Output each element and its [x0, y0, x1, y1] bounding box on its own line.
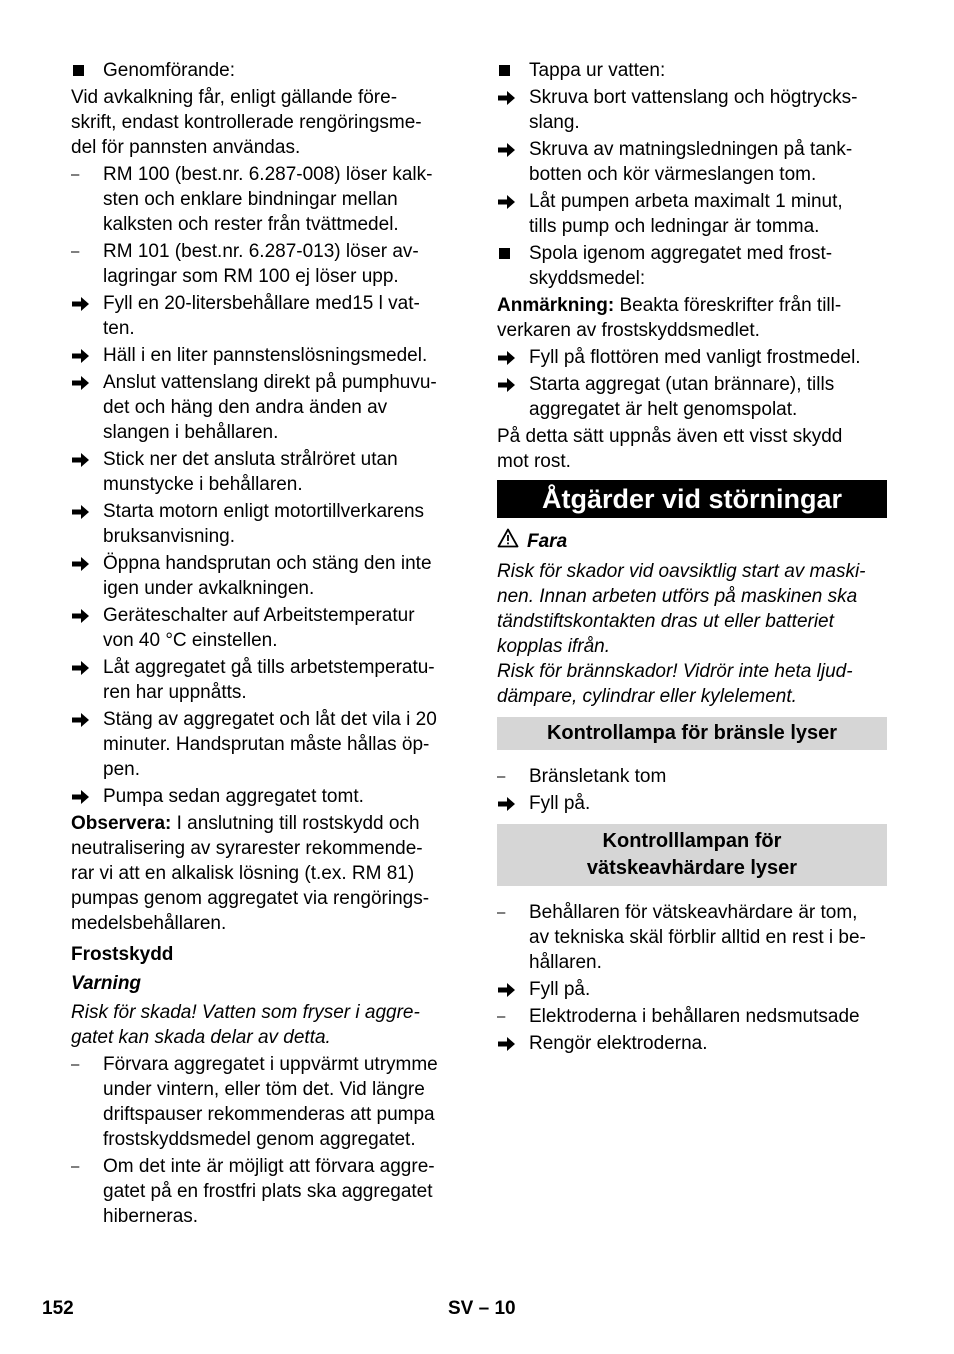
subsection-heading: Kontrolllampan för vätskeavhärdare lyser: [497, 824, 887, 886]
step-item: [71, 499, 461, 549]
language-page-label: SV – 10: [448, 1298, 516, 1319]
item-text: Behållaren för vätskeavhärdare är tom, av tekniska skäl förblir alltid en rest i be- hållaren.: [529, 902, 866, 973]
item-text: Fyll på flottören med vanligt frostmedel.: [529, 347, 861, 368]
right-column: [497, 58, 887, 1058]
item-text: Fyll en 20-litersbehållare med15 l vat- ten.: [103, 293, 420, 339]
step-item: [71, 603, 461, 653]
section-title-bar: Åtgärder vid störningar: [497, 480, 887, 518]
dash-item: [497, 900, 887, 975]
danger-heading: [497, 528, 887, 555]
item-text: Fyll på.: [529, 793, 591, 814]
dash-item: [71, 162, 461, 237]
step-item: [497, 372, 887, 422]
note-paragraph: [497, 293, 887, 343]
item-text: Starta motorn enligt motortillverkarens bruksanvisning.: [103, 501, 425, 547]
item-text: Pumpa sedan aggregatet tomt.: [103, 786, 364, 807]
item-text: Skruva bort vattenslang och högtrycks- slang.: [529, 87, 858, 133]
item-text: Låt aggregatet gå tills arbetstemperatu- ren har uppnåtts.: [103, 657, 435, 703]
step-item: [71, 343, 461, 368]
item-text: Rengör elektroderna.: [529, 1033, 708, 1054]
step-item: [71, 447, 461, 497]
item-text: Om det inte är möjligt att förvara aggre- gatet på en frostfri plats ska aggregatet hiberneras.: [103, 1156, 435, 1227]
item-text: Tappa ur vatten:: [529, 60, 666, 81]
paragraph: På detta sätt uppnås även ett visst skydd mot rost.: [497, 426, 843, 472]
item-text: Fyll på.: [529, 979, 591, 1000]
step-item: [71, 707, 461, 782]
note-text: Beakta föreskrifter från till- verkaren av frostskyddsmedlet.: [497, 295, 842, 341]
left-column: [71, 58, 461, 1231]
warning-triangle-icon: [497, 528, 519, 555]
item-text: Häll i en liter pannstenslösningsmedel.: [103, 345, 428, 366]
dash-item: [71, 1154, 461, 1229]
step-item: [497, 189, 887, 239]
item-text: Bränsletank tom: [529, 766, 667, 787]
bullet-item: [497, 241, 887, 291]
danger-label: Fara: [527, 531, 568, 552]
item-text: Genomförande:: [103, 60, 236, 81]
step-item: [497, 1031, 887, 1056]
item-text: Starta aggregat (utan brännare), tills aggregatet är helt genomspolat.: [529, 374, 835, 420]
dash-item: [497, 764, 887, 789]
note-text: I anslutning till rostskydd och neutralisering av syrarester rekommende- rar vi att en alkalisk lösning (t.ex. RM 81) pumpas genom aggregatet via rengörings- medelsbehållaren.: [71, 813, 430, 934]
item-text: RM 100 (best.nr. 6.287-008) löser kalk- sten och enklare bindningar mellan kalksten och rester från tvättmedel.: [103, 164, 433, 235]
item-text: Förvara aggregatet i uppvärmt utrymme under vintern, eller töm det. Vid längre driftspauser rekommenderas att pumpa frostskyddsmedel genom aggregatet.: [103, 1054, 438, 1150]
paragraph: Vid avkalkning får, enligt gällande före- skrift, endast kontrollerade rengöringsme- del för pannsten användas.: [71, 87, 422, 158]
item-text: Öppna handsprutan och stäng den inte igen under avkalkningen.: [103, 553, 432, 599]
item-text: Stäng av aggregatet och låt det vila i 20 minuter. Handsprutan måste hållas öp- pen.: [103, 709, 437, 780]
danger-text: Risk för skador vid oavsiktlig start av maski- nen. Innan arbeten utförs på maskinen ska tändstiftskontakten dras ut eller batteriet kopplas ifrån. Risk för brännskador! Vidrör inte heta ljud- dämpare, cylindrar eller kylelement.: [497, 561, 866, 707]
step-item: [497, 977, 887, 1002]
page-number: 152: [42, 1298, 74, 1319]
item-text: Anslut vattenslang direkt på pumphuvu- det och häng den andra änden av slangen i behållaren.: [103, 372, 437, 443]
subsection-heading: Kontrollampa för bränsle lyser: [497, 717, 887, 750]
step-item: [71, 784, 461, 809]
section-heading: Frostskydd: [71, 944, 174, 965]
item-text: Spola igenom aggregatet med frost- skyddsmedel:: [529, 243, 833, 289]
note-paragraph: [71, 811, 461, 936]
note-label: Observera:: [71, 813, 172, 834]
dash-item: [71, 1052, 461, 1152]
warning-heading: Varning: [71, 973, 142, 994]
dash-item: [497, 1004, 887, 1029]
item-text: Elektroderna i behållaren nedsmutsade: [529, 1006, 860, 1027]
step-item: [497, 85, 887, 135]
step-item: [497, 137, 887, 187]
item-text: Geräteschalter auf Arbeitstemperatur von 40 °C einstellen.: [103, 605, 415, 651]
bullet-item: [71, 58, 461, 83]
item-text: Stick ner det ansluta strålröret utan munstycke i behållaren.: [103, 449, 398, 495]
step-item: [71, 655, 461, 705]
bullet-item: [497, 58, 887, 83]
item-text: Låt pumpen arbeta maximalt 1 minut, tills pump och ledningar är tomma.: [529, 191, 843, 237]
step-item: [497, 791, 887, 816]
step-item: [71, 291, 461, 341]
item-text: RM 101 (best.nr. 6.287-013) löser av- lagringar som RM 100 ej löser upp.: [103, 241, 419, 287]
note-label: Anmärkning:: [497, 295, 615, 316]
step-item: [497, 345, 887, 370]
step-item: [71, 551, 461, 601]
step-item: [71, 370, 461, 445]
item-text: Skruva av matningsledningen på tank- botten och kör värmeslangen tom.: [529, 139, 853, 185]
warning-text: Risk för skada! Vatten som fryser i aggre- gatet kan skada delar av detta.: [71, 1002, 420, 1048]
dash-item: [71, 239, 461, 289]
